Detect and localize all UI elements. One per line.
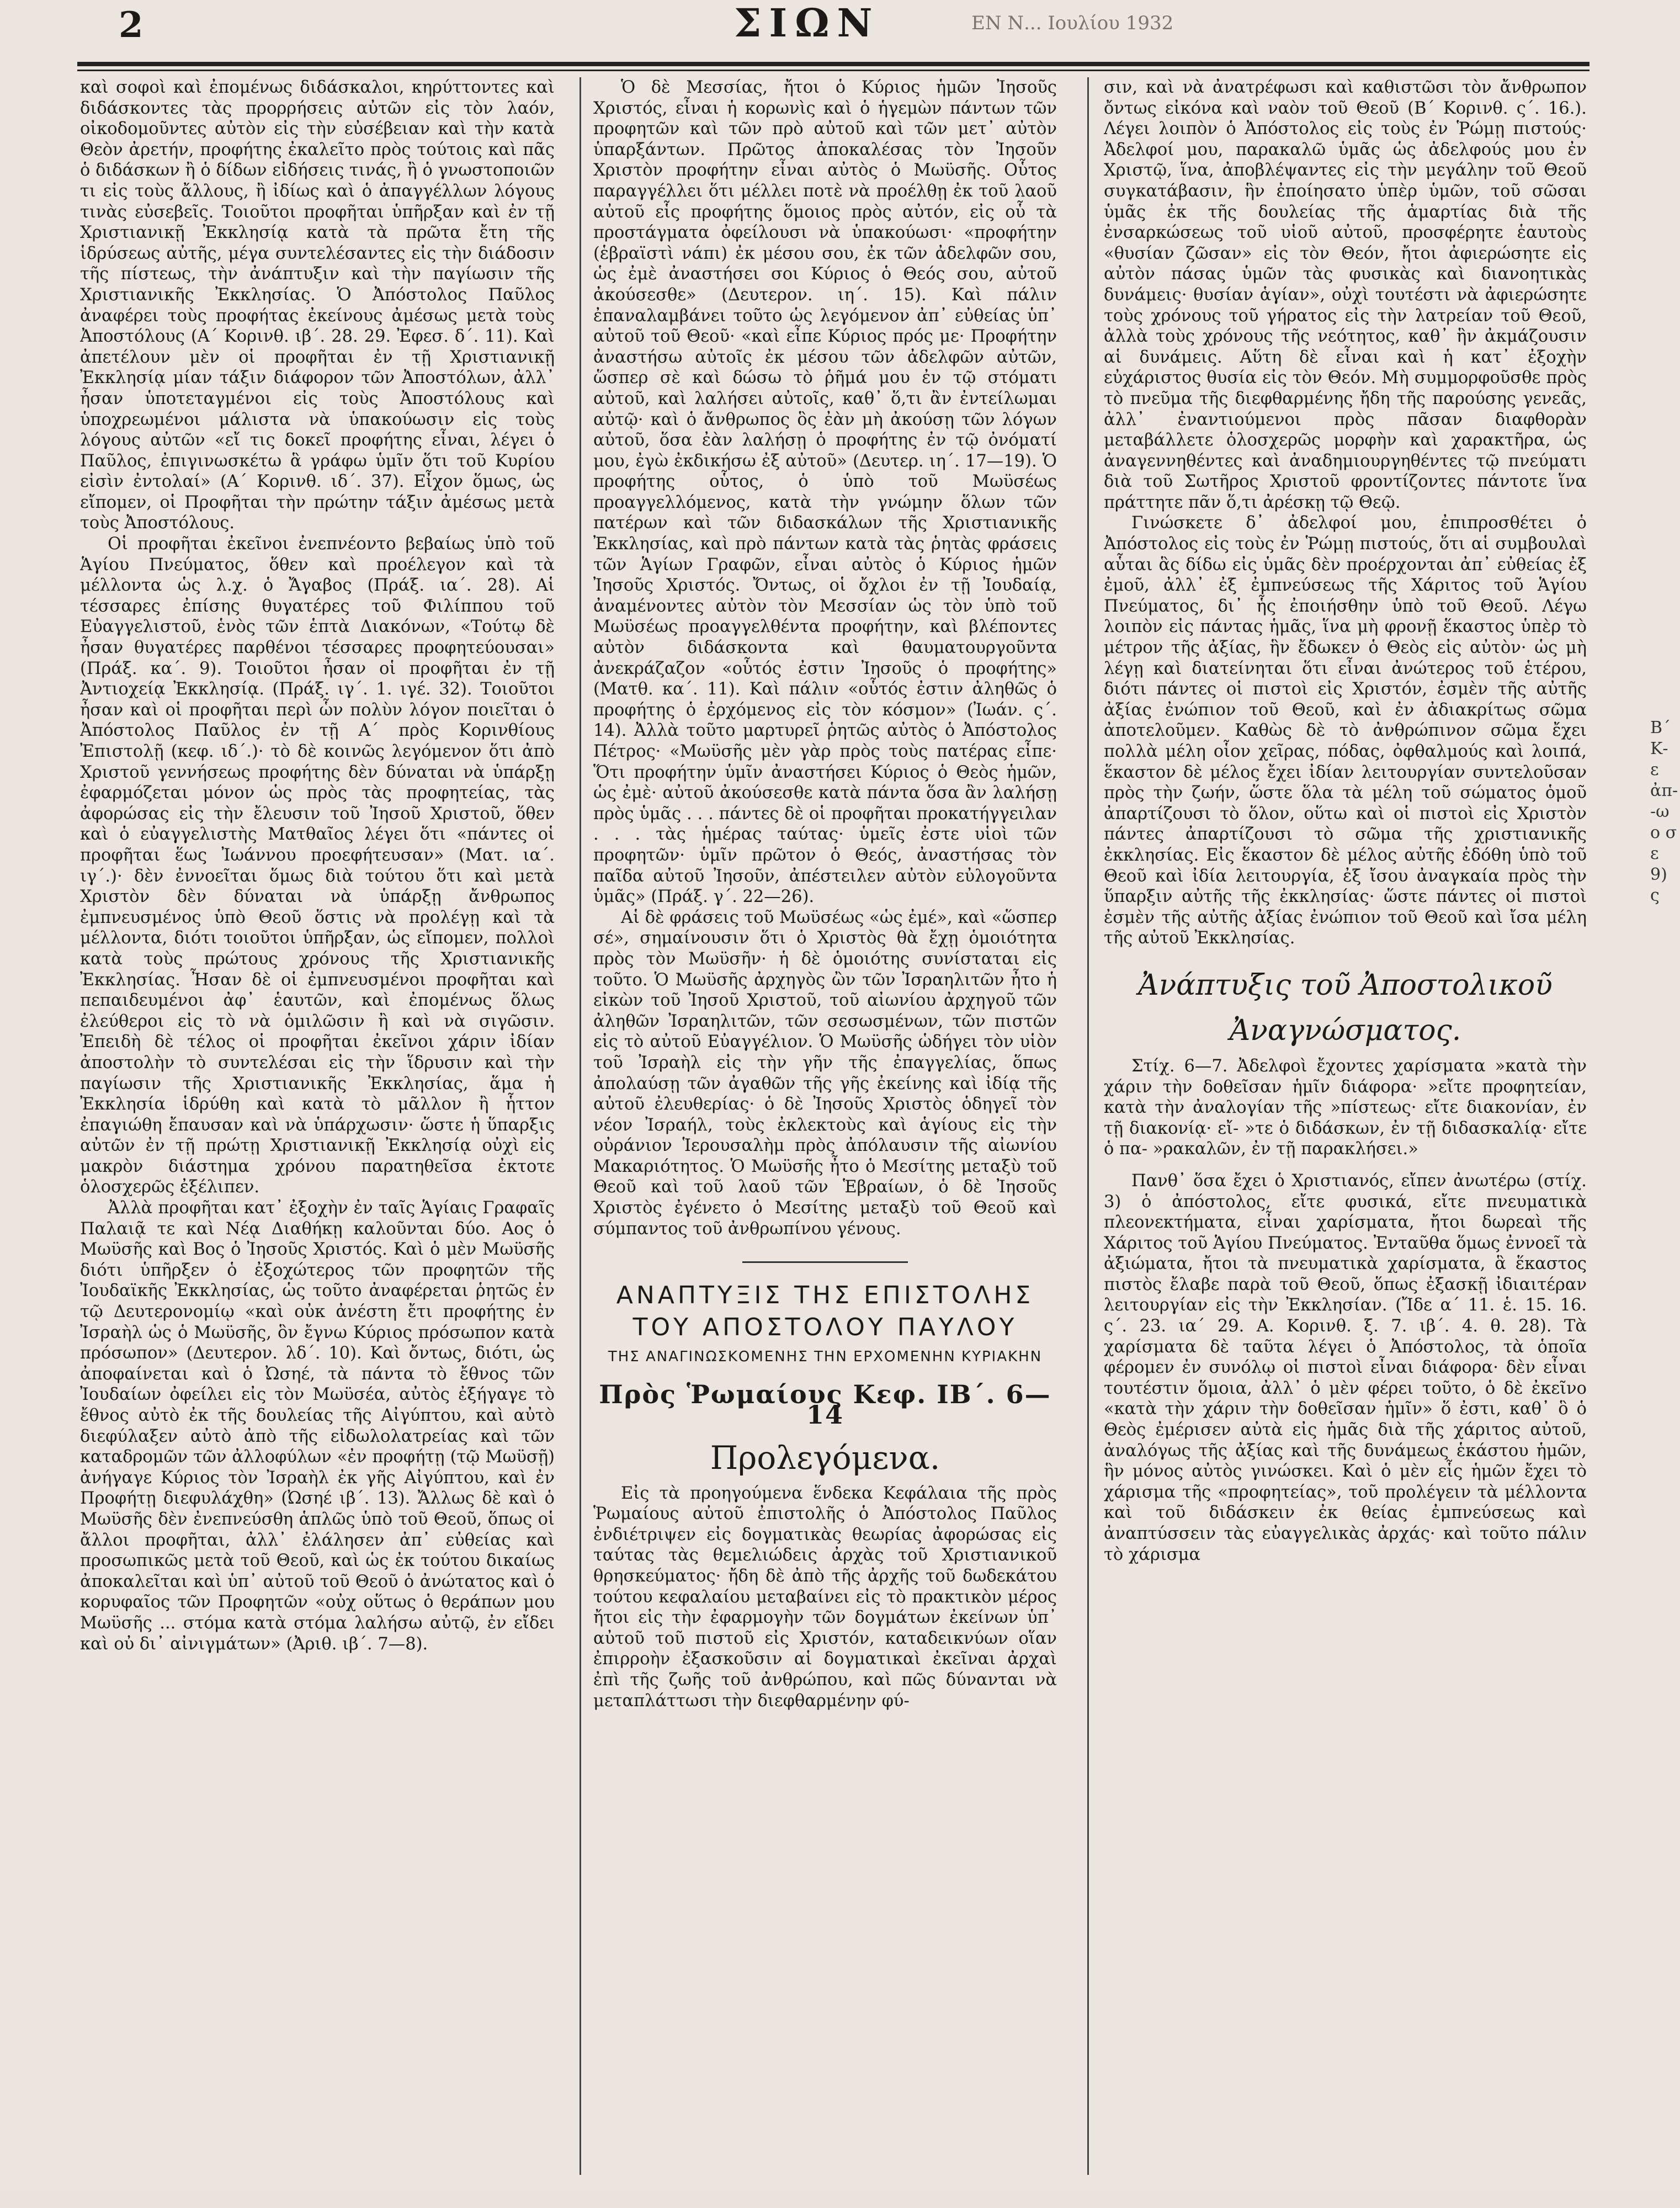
epistle-subheading: ΤΗΣ ΑΝΑΓΙΝΩΣΚΟΜΕΝΗΣ ΤΗΝ ΕΡΧΟΜΕΝΗΝ ΚΥΡΙΑΚΗΝ xyxy=(608,1349,1043,1366)
adjacent-page-fragment: Β΄ Κ- ε ἀπ- -ω ο σ ε 9) ς xyxy=(1650,718,1678,905)
paragraph: Γινώσκετε δ᾽ ἀδελφοί μου, ἐπιπροσθέτει ὁ Ἀπόστολος εἰς τοὺς ἐν Ῥώμῃ πιστούς, ὅτι αἱ συμβουλαὶ αὗται ἃς δίδω εἰς ὑμᾶς δὲν προέρχονται ἀπ᾽ εὐθείας ἐξ ἐμοῦ, ἀλλ᾽ ἐξ ἐμπνεύσεως τῆς Χάριτος τοῦ Ἁγίου Πνεύματος, δι᾽ ἧς ἐποιήσθην ὑπὸ τοῦ Θεοῦ. Λέγω λοιπὸν εἰς πάντας ἡμᾶς, ἵνα μὴ φρονῇ ἕκαστος ὑπὲρ τὸ μέτρον τῆς ἀξίας, ἣν ἔδωκεν ὁ Θεὸς εἰς αὐτὸν· ὡς μὴ λέγῃ καὶ διατείνηται ὅτι εἶναι ἀνώτερος τοῦ ἑτέρου, διότι πάντες οἱ πιστοὶ εἰς Χριστόν, ἐσμὲν τῆς αὐτῆς ἀξίας ἐνώπιον τοῦ Θεοῦ, καὶ ἐν ἀδιακρίτως σῶμα ἀποτελοῦμεν. Καθὼς δὲ τὸ ἀνθρώπινον σῶμα ἔχει πολλὰ μέλη οἷον χεῖρας, πόδας, ὀφθαλμούς καὶ λοιπά, ἕκαστον δὲ μέλος ἔχει ἰδίαν λειτουργίαν συντελοῦσαν πρὸς τὴν ζωήν, ὥστε ὅλα τὰ μέλη τοῦ σώματος ὁμοῦ ἀπαρτίζουσι τὸ ὅλον, οὕτω καὶ οἱ πιστοὶ εἰς Χριστὸν πάντες ἀπαρτίζουσι τὸ σῶμα τῆς χριστιανικῆς ἐκκλησίας. Εἰς ἕκαστον δὲ μέλος αὐτῆς ἐδόθη ὑπὸ τοῦ Θεοῦ καὶ ἰδία λειτουργία, ἐξ ἴσου ἀναγκαία πρὸς τὴν ὕπαρξιν αὐτῆς τῆς ἐκκλησίας· ὥστε πάντες οἱ πιστοὶ ἐσμὲν τῆς αὐτῆς ἀξίας ἐνώπιον τοῦ Θεοῦ καὶ ἴσα μέλη τῆς αὐτοῦ Ἐκκλησίας. xyxy=(1104,513,1587,948)
prolegomena-heading: Προλεγόμενα. xyxy=(710,1439,940,1477)
paragraph: σιν, καὶ νὰ ἀνατρέφωσι καὶ καθιστῶσι τὸν ἄνθρωπον ὄντως εἰκόνα καὶ ναὸν τοῦ Θεοῦ (Β΄ Κορινθ. ς΄. 16.). Λέγει λοιπὸν ὁ Ἀπόστολος εἰς τοὺς ἐν Ῥώμῃ πιστούς· Ἀδελφοί μου, παρακαλῶ ὑμᾶς ὡς ἀδελφούς μου ἐν Χριστῷ, ἵνα, ἀποβλέψαντες εἰς τὴν μεγάλην τοῦ Θεοῦ συγκατάβασιν, ἣν ἐποίησατο ὑπὲρ ὑμῶν, τοῦ σῶσαι ὑμᾶς ἐκ τῆς δουλείας τῆς ἁμαρτίας διὰ τῆς ἐνσαρκώσεως τοῦ υἱοῦ αὐτοῦ, προσφέρητε ἑαυτοὺς «θυσίαν ζῶσαν» εἰς τὸν Θεόν, ἤτοι ἀφιερώσητε εἰς αὐτὸν πάσας ὑμῶν τὰς φυσικὰς καὶ διανοητικὰς δυνάμεις· θυσίαν ἁγίαν», οὐχὶ τουτέστι νὰ ἀφιερώσητε τοὺς χρόνους τοῦ γήρατος εἰς τὴν λατρείαν τοῦ Θεοῦ, ἀλλὰ τοὺς χρόνους τῆς νεότητος, καθ᾽ ἣν ἀκμάζουσιν αἱ δυνάμεις. Αὕτη δὲ εἶναι καὶ ἡ κατ᾽ ἐξοχὴν εὐχάριστος θυσία εἰς τὸν Θεόν. Μὴ συμμορφοῦσθε πρὸς τὸ πνεῦμα τῆς διεφθαρμένης ἤδη τῆς παρούσης γενεᾶς, ἀλλ᾽ ἐναντιούμενοι πρὸς πᾶσαν διαφθορὰν μεταβάλλετε ὁλοσχερῶς μορφὴν καὶ χαρακτῆρα, ὡς ἀναγεννηθέντες καὶ ἀναδημιουργηθέντες τῷ πνεύματι διὰ τοῦ Σωτῆρος Χριστοῦ φροντίζοντες πάντοτε ἵνα πράττητε πᾶν ὅ,τι ἀρέσκῃ τῷ Θεῷ. xyxy=(1104,78,1587,512)
paragraph: Ἀλλὰ προφῆται κατ᾽ ἐξοχὴν ἐν ταῖς Ἁγίαις Γραφαῖς Παλαιᾷ τε καὶ Νέᾳ Διαθήκῃ καλοῦνται δύο. Αος ὁ Μωϋσῆς καὶ Βος ὁ Ἰησοῦς Χριστός. Καὶ ὁ μὲν Μωϋσῆς διότι ὑπῆρξεν ὁ ἐξοχώτερος τῶν προφητῶν τῆς Ἰουδαϊκῆς Ἐκκλησίας, ὡς τοῦτο ἀναφέρεται ῥητῶς ἐν τῷ Δευτερονομίῳ «καὶ οὐκ ἀνέστη ἔτι προφήτης ἐν Ἰσραὴλ ὡς ὁ Μωϋσῆς, ὃν ἔγνω Κύριος πρόσωπον κατὰ πρόσωπον» (Δευτερον. λδ΄. 10). Καὶ ὄντως, διότι, ὡς ἀποφαίνεται καὶ ὁ Ὠσηέ, τὰ πάντα τὸ ἔθνος τῶν Ἰουδαίων ὀφείλει εἰς τὸν Μωϋσέα, αὐτὸς ἐξήγαγε τὸ ἔθνος αὐτὸ ἐκ τῆς δουλείας τῆς Αἰγύπτου, καὶ αὐτὸ διεφύλαξεν αὐτὸ ἀπὸ τῆς εἰδωλολατρείας καὶ τῶν καταδρομῶν τῶν ἀλλοφύλων «ἐν προφήτῃ (τῷ Μωϋσῇ) ἀνήγαγε Κύριος τὸν Ἰσραὴλ ἐκ γῆς Αἰγύπτου, καὶ ἐν Προφήτῃ διεφυλάχθη» (Ὠσηέ ιβ΄. 13). Ἄλλως δὲ καὶ ὁ Μωϋσῆς δὲν ἐνεπνεύσθη ἁπλῶς ὑπὸ τοῦ Θεοῦ, ὅπως οἱ ἄλλοι προφῆται, ἀλλ᾽ ἐλάλησεν ἀπ᾽ εὐθείας καὶ προσωπικῶς μετὰ τοῦ Θεοῦ, καὶ ὡς ἐκ τούτου δικαίως ἀποκαλεῖται καὶ ὑπ᾽ αὐτοῦ τοῦ Θεοῦ ὁ ἀνώτατος καὶ ὁ κορυφαῖος τῶν Προφητῶν «οὐχ οὕτως ὁ θεράπων μου Μωϋσῆς ... στόμα κατὰ στόμα λαλήσω αὐτῷ, ἐν εἴδει καὶ οὐ δι᾽ αἰνιγμάτων» (Ἀριθ. ιβ΄. 7—8). xyxy=(80,1198,555,1654)
page-number: 2 xyxy=(119,4,143,46)
column-3 xyxy=(1104,77,1587,2175)
paragraph: Ὁ δὲ Μεσσίας, ἤτοι ὁ Κύριος ἡμῶν Ἰησοῦς Χριστός, εἶναι ἡ κορωνὶς καὶ ὁ ἡγεμὼν πάντων τῶν προφητῶν καὶ τῶν πρὸ αὐτοῦ καὶ τῶν μετ᾽ αὐτὸν ὑπαρξάντων. Πρῶτος ἀποκαλέσας τὸν Ἰησοῦν Χριστὸν προφήτην εἶναι αὐτὸς ὁ Μωϋσῆς. Οὗτος παραγγέλλει ὅτι μέλλει ποτὲ νὰ προέλθῃ ἐκ τοῦ λαοῦ αὐτοῦ εἷς προφήτης ὅμοιος πρὸς αὐτόν, εἰς οὗ τὰ προστάγματα ὀφείλουσι νὰ ὑπακούωσι· «προφήτην (ἑβραϊστὶ νάπι) ἐκ μέσου σου, ἐκ τῶν ἀδελφῶν σου, ὡς ἐμὲ ἀναστήσει σοι Κύριος ὁ Θεός σου, αὐτοῦ ἀκούσεσθε» (Δευτερον. ιη΄. 15). Καὶ πάλιν ἐπαναλαμβάνει τοῦτο ὡς λεγόμενον ἀπ᾽ εὐθείας ὑπ᾽ αὐτοῦ τοῦ Θεοῦ· «καὶ εἶπε Κύριος πρός με· Προφήτην ἀναστήσω αὐτοῖς ἐκ μέσου τῶν ἀδελφῶν αὐτῶν, ὥσπερ σὲ καὶ δώσω τὸ ῥῆμά μου ἐν τῷ στόματι αὐτοῦ, καὶ λαλήσει αὐτοῖς, καθ᾽ ὅ,τι ἂν ἐντείλωμαι αὐτῷ· καὶ ὁ ἄνθρωπος ὃς ἐὰν μὴ ἀκούσῃ τῶν λόγων αὐτοῦ, ὅσα ἐὰν λαλήσῃ ὁ προφήτης ἐν τῷ ὀνόματί μου, ἐγὼ ἐκδικήσω ἐξ αὐτοῦ» (Δευτερ. ιη΄. 17—19). Ὁ προφήτης οὗτος, ὁ ὑπὸ τοῦ Μωϋσέως προαγγελλόμενος, κατὰ τὴν γνώμην ὅλων τῶν πατέρων καὶ τῶν διδασκάλων τῆς Χριστιανικῆς Ἐκκλησίας, καὶ πρὸ πάντων κατὰ τὰς ῥητὰς φράσεις τῶν Ἁγίων Γραφῶν, εἶναι αὐτὸς ὁ Κύριος ἡμῶν Ἰησοῦς Χριστός. Ὄντως, οἱ ὄχλοι ἐν τῇ Ἰουδαίᾳ, ἀναμένοντες αὐτὸν τὸν Μεσσίαν ὡς τὸν ὑπὸ τοῦ Μωϋσέως προαγγελθέντα προφήτην, καὶ βλέποντες αὐτὸν διδάσκοντα καὶ θαυματουργοῦντα ἀνεκράζαζον «οὗτός ἐστιν Ἰησοῦς ὁ προφήτης» (Ματθ. κα΄. 11). Καὶ πάλιν «οὗτός ἐστιν ἀληθῶς ὁ προφήτης ὁ ἐρχόμενος εἰς τὸν κόσμον» (Ἰωάν. ς΄. 14). Ἀλλὰ τοῦτο μαρτυρεῖ ῥητῶς αὐτὸς ὁ Ἀπόστολος Πέτρος· «Μωϋσῆς μὲν γὰρ πρὸς τοὺς πατέρας εἶπε· Ὅτι προφήτην ὑμῖν ἀναστήσει Κύριος ὁ Θεὸς ἡμῶν, ὡς ἐμὲ· αὐτοῦ ἀκούσεσθε κατὰ πάντα ὅσα ἂν λαλήσῃ πρὸς ὑμᾶς . . . πάντες δὲ οἱ προφῆται προκατήγγειλαν . . . τὰς ἡμέρας ταύτας· ὑμεῖς ἐστε υἱοὶ τῶν προφητῶν· ὑμῖν πρῶτον ὁ Θεός, ἀναστήσας τὸν παῖδα αὐτοῦ Ἰησοῦν, ἀπέστειλεν αὐτὸν εὐλογοῦντα ὑμᾶς» (Πράξ. γ΄. 22—26). xyxy=(593,78,1057,907)
epistle-heading: ΤΟΥ ΑΠΟΣΤΟΛΟΥ ΠΑΥΛΟΥ xyxy=(632,1313,1018,1342)
column-1 xyxy=(80,77,555,2175)
masthead-rule-thin xyxy=(77,70,1589,71)
reading-heading: Ἀναγνώσματος. xyxy=(1229,1013,1461,1047)
paragraph: καὶ σοφοὶ καὶ ἐπομένως διδάσκαλοι, κηρύττοντες καὶ διδάσκοντες τὰς προρρήσεις αὐτῶν εἰς τὸν λαόν, οἰκοδομοῦντες αὐτὸν εἰς τὴν εὐσέβειαν καὶ τὴν κατὰ Θεὸν ἀρετήν, προφήτης ἐκαλεῖτο πρὸς τούτοις καὶ πᾶς ὁ διδάσκων ἢ ὁ δίδων εἰδήσεις τινάς, ἢ ὁ γνωστοποιῶν τι εἰς τοὺς ἄλλους, ἢ ἰδίως καὶ ὁ ἀπαγγέλλων λόγους τινὰς εὐσεβεῖς. Τοιοῦτοι προφῆται ὑπῆρξαν καὶ ἐν τῇ Χριστιανικῇ Ἐκκλησίᾳ κατὰ τὰ πρῶτα ἔτη τῆς ἱδρύσεως αὐτῆς, μέγα συντελέσαντες εἰς τὴν διάδοσιν τῆς πίστεως, τὴν ἀνάπτυξιν καὶ τὴν παγίωσιν τῆς Χριστιανικῆς Ἐκκλησίας. Ὁ Ἀπόστολος Παῦλος ἀναφέρει τοὺς προφήτας ἐκείνους ἀμέσως μετὰ τοὺς Ἀποστόλους (Α΄ Κορινθ. ιβ΄. 28. 29. Ἐφεσ. δ΄. 11). Καὶ ἀπετέλουν μὲν οἱ προφῆται ἐν τῇ Χριστιανικῇ Ἐκκλησίᾳ μίαν τάξιν διάφορον τῶν Ἀποστόλων, ἀλλ᾽ ἦσαν ὑποτεταγμένοι εἰς τοὺς Ἀποστόλους καὶ ὑποχρεωμένοι μάλιστα νὰ ὑπακούωσιν εἰς τοὺς λόγους αὐτῶν «εἴ τις δοκεῖ προφήτης εἶναι, λέγει ὁ Παῦλος, ἐπιγινωσκέτω ἃ γράφω ὑμῖν ὅτι τοῦ Κυρίου εἰσὶν ἐντολαί» (Α΄ Κορινθ. ιδ΄. 37). Εἶχον ὅμως, ὡς εἴπομεν, οἱ Προφῆται τὴν πρώτην τάξιν ἀμέσως μετὰ τοὺς Ἀποστόλους. xyxy=(80,78,555,533)
reading-heading: Ἀνάπτυξις τοῦ Ἀποστολικοῦ xyxy=(1138,968,1553,1002)
paragraph: Εἰς τὰ προηγούμενα ἕνδεκα Κεφάλαια τῆς πρὸς Ῥωμαίους αὐτοῦ ἐπιστολῆς ὁ Ἀπόστολος Παῦλος ἐνδιέτριψεν εἰς δογματικὰς θεωρίας ἀφορώσας εἰς ταύτας τὰς θεμελιώδεις ἀρχὰς τοῦ Χριστιανικοῦ θρησκεύματος· ἤδη δὲ ἀπὸ τῆς ἀρχῆς τοῦ δωδεκάτου τούτου κεφαλαίου μεταβαίνει εἰς τὸ πρακτικὸν μέρος ἤτοι εἰς τὴν ἐφαρμογὴν τῶν δογμάτων ἐκείνων ὑπ᾽ αὐτοῦ τοῦ πιστοῦ εἰς Χριστόν, καταδεικνύων οἵαν ἐπιρροὴν ἐξασκοῦσιν αἱ δογματικαὶ ἐκεῖναι ἀρχαὶ ἐπὶ τῆς ζωῆς τοῦ ἀνθρώπου, καὶ πῶς δύνανται νὰ μεταπλάττωσι τὴν διεφθαρμένην φύ- xyxy=(593,1483,1057,1711)
masthead-rule xyxy=(77,62,1589,66)
column-divider xyxy=(1087,77,1089,2175)
paragraph: Αἱ δὲ φράσεις τοῦ Μωϋσέως «ὡς ἐμέ», καὶ «ὥσπερ σέ», σημαίνουσιν ὅτι ὁ Χριστὸς θὰ ἔχῃ ὁμοιότητα πρὸς τὸν Μωϋσῆν· ἡ δὲ ὁμοιότης συνίσταται εἰς τοῦτο. Ὁ Μωϋσῆς ἀρχηγὸς ὢν τῶν Ἰσραηλιτῶν ἦτο ἡ εἰκὼν τοῦ Ἰησοῦ Χριστοῦ, τοῦ αἰωνίου ἀρχηγοῦ τῶν ἀληθῶν Ἰσραηλιτῶν, τῶν σεσωσμένων, τῶν πιστῶν εἰς τὸ αὐτοῦ Εὐαγγέλιον. Ὁ Μωϋσῆς ὡδήγει τὸν υἱὸν τοῦ Ἰσραὴλ εἰς τὴν γῆν τῆς ἐπαγγελίας, ὅπως ἀπολαύσῃ τῶν ἀγαθῶν τῆς γῆς ἐκείνης καὶ ἰδίᾳ τῆς αὐτοῦ ἐλευθερίας· ὁ δὲ Ἰησοῦς Χριστὸς ὁδηγεῖ τὸν νέον Ἰσραήλ, τοὺς ἐκλεκτοὺς καὶ ἁγίους εἰς τὴν οὐράνιον Ἱερουσαλὴμ πρὸς ἀπόλαυσιν τῆς αἰωνίου Μακαριότητος. Ὁ Μωϋσῆς ἦτο ὁ Μεσίτης μεταξὺ τοῦ Θεοῦ καὶ τοῦ λαοῦ τῶν Ἑβραίων, ὁ δὲ Ἰησοῦς Χριστὸς ἐγένετο ὁ Μεσίτης μεταξὺ τοῦ Θεοῦ καὶ σύμπαντος τοῦ ἀνθρωπίνου γένους. xyxy=(593,907,1057,1239)
issue-date: ΕΝ Ν... Ιουλίου 1932 xyxy=(971,12,1174,34)
paragraph: Οἱ προφῆται ἐκεῖνοι ἐνεπνέοντο βεβαίως ὑπὸ τοῦ Ἁγίου Πνεύματος, ὅθεν καὶ προέλεγον καὶ τὰ μέλλοντα ὡς λ.χ. ὁ Ἄγαβος (Πράξ. ια΄. 28). Αἱ τέσσαρες ἐπίσης θυγατέρες τοῦ Φιλίππου τοῦ Εὐαγγελιστοῦ, ἑνὸς τῶν ἑπτὰ Διακόνων, «Τούτῳ δὲ ἦσαν θυγατέρες παρθένοι τέσσαρες προφητεύουσαι» (Πράξ. κα΄. 9). Τοιοῦτοι ἦσαν οἱ προφῆται ἐν τῇ Ἀντιοχείᾳ Ἐκκλησίᾳ. (Πράξ. ιγ΄. 1. ιγέ. 32). Τοιοῦτοι ἦσαν καὶ οἱ προφῆται περὶ ὧν πολὺν λόγον ποιεῖται ὁ Ἀπόστολος Παῦλος ἐν τῇ Α΄ πρὸς Κορινθίους Ἐπιστολῇ (κεφ. ιδ΄.)· τὸ δὲ κοινῶς λεγόμενον ὅτι ἀπὸ Χριστοῦ γεννήσεως προφήτης δὲν δύναται νὰ ὑπάρξῃ ἐφαρμόζεται μόνον ὡς πρὸς τὰς προφητείας, τὰς ἀφορώσας εἰς τὴν ἔλευσιν τοῦ Ἰησοῦ Χριστοῦ, ὅθεν καὶ ὁ εὐαγγελιστὴς Ματθαῖος λέγει ὅτι «πάντες οἱ προφῆται ἕως Ἰωάννου προεφήτευσαν» (Ματ. ια΄. ιγ΄.)· δὲν ἐννοεῖται ὅμως διὰ τούτου ὅτι καὶ μετὰ Χριστὸν δὲν δύναται νὰ ὑπάρξῃ ἄνθρωπος ἐμπνευσμένος ὑπὸ Θεοῦ ὅστις νὰ προλέγῃ καὶ τὰ μέλλοντα, διότι τοιοῦτοι ὑπῆρξαν, ὡς εἴπομεν, πολλοὶ κατὰ τοὺς πρώτους χρόνους τῆς Χριστιανικῆς Ἐκκλησίας. Ἦσαν δὲ οἱ ἐμπνευσμένοι προφῆται καὶ πεπαιδευμένοι ἀφ᾽ ἑαυτῶν, καὶ ἐπομένως ὅλως ἐλεύθεροι εἰς τὸ νὰ ὁμιλῶσιν ἢ καὶ νὰ σιγῶσιν. Ἐπειδὴ δὲ τέλος οἱ προφῆται ἐκεῖνοι χάριν ἰδίαν ἀποστολὴν τὸ συντελέσαι εἰς τὴν ἵδρυσιν καὶ τὴν παγίωσιν τῆς Χριστιανικῆς Ἐκκλησίας, ἅμα ἡ Ἐκκλησία ἱδρύθη καὶ κατὰ τὸ μᾶλλον ἢ ἧττον ἐπαγιώθη ἔπαυσαν καὶ νὰ ὑπάρχωσιν· ὥστε ἡ ὕπαρξις αὐτῶν ἐν τῇ πρώτῃ Χριστιανικῇ Ἐκκλησίᾳ οὐχὶ εἰς μακρὸν διάστημα χρόνου παρατηθεῖσα ἐκτοτε ὁλοσχερῶς ἐξέλιπεν. xyxy=(80,534,555,1197)
epistle-heading: ΑΝΑΠΤΥΞΙΣ ΤΗΣ ΕΠΙΣΤΟΛΗΣ xyxy=(616,1281,1034,1310)
paragraph: Στίχ. 6—7. Ἀδελφοὶ ἔχοντες χαρίσματα »κατὰ τὴν χάριν τὴν δοθεῖσαν ἡμῖν διάφορα· »εἴτε προφητείαν, κατὰ τὴν ἀναλογίαν τῆς »πίστεως· εἴτε διακονίαν, ἐν τῇ διακονίᾳ· εἴ- »τε ὁ διδάσκων, ἐν τῇ διδασκαλίᾳ· εἴτε ὁ πα- »ρακαλῶν, ἐν τῇ παρακλήσει.» xyxy=(1104,1056,1587,1159)
newspaper-title: ΣΙΩΝ xyxy=(734,0,880,46)
scripture-reference: Πρὸς Ῥωμαίους Κεφ. ΙΒ΄. 6—14 xyxy=(599,1379,1051,1430)
paragraph: Πανθ᾽ ὅσα ἔχει ὁ Χριστιανός, εἴπεν ἀνωτέρω (στίχ. 3) ὁ ἀπόστολος, εἴτε φυσικά, εἴτε πνευματικὰ πλεονεκτήματα, εἶναι χαρίσματα, ἤτοι δωρεαὶ τῆς Χάριτος τοῦ Ἁγίου Πνεύματος. Ἐνταῦθα ὅμως ἐννοεῖ τὰ ἀξιώματα, ἤτοι τὰ πνευματικὰ χαρίσματα, ἃ ἕκαστος πιστὸς ἔλαβε παρὰ τοῦ Θεοῦ, ὅπως ἐξασκῇ ἰδιαιτέραν λειτουργίαν εἰς τὴν Ἐκκλησίαν. (Ἴδε α΄ 11. ἑ. 15. 16. ς΄. 23. ια΄ 29. Α. Κορινθ. ξ. 7. ιβ΄. 4. θ. 28). Τὰ χαρίσματα δὲ ταῦτα λέγει ὁ Ἀπόστολος, τὰ ὁποῖα φέρομεν ἐν συνόλῳ οἱ πιστοὶ εἶναι διάφορα· δὲν εἶναι τουτέστιν ὅμοια, ἀλλ᾽ ὁ μὲν φέρει τοῦτο, ὁ δὲ ἐκεῖνο «κατὰ τὴν χάριν τὴν δοθεῖσαν ἡμῖν» ὅ ἐστι, καθ᾽ ὃ ὁ Θεὸς ἐμέρισεν αὐτὰ εἰς ἡμᾶς διὰ τῆς χάριτος αὐτοῦ, ἀναλόγως τῆς ἀξίας καὶ τῆς δυνάμεως ἑκάστου ἡμῶν, ἣν μόνος αὐτὸς γινώσκει. Καὶ ὁ μὲν εἷς ἡμῶν ἔχει τὸ χάρισμα τῆς «προφητείας», τοῦ προλέγειν τὰ μέλλοντα καὶ τοῦ διδάσκειν ἐκ θείας ἐμπνεύσεως καὶ ἀναπτύσσειν τὰς εὐαγγελικὰς ἀρχάς· καὶ τοῦτο πάλιν τὸ χάρισμα xyxy=(1104,1171,1587,1564)
column-2 xyxy=(593,77,1057,2175)
column-divider xyxy=(580,77,581,2175)
masthead xyxy=(0,0,1680,66)
section-divider xyxy=(742,1261,908,1263)
